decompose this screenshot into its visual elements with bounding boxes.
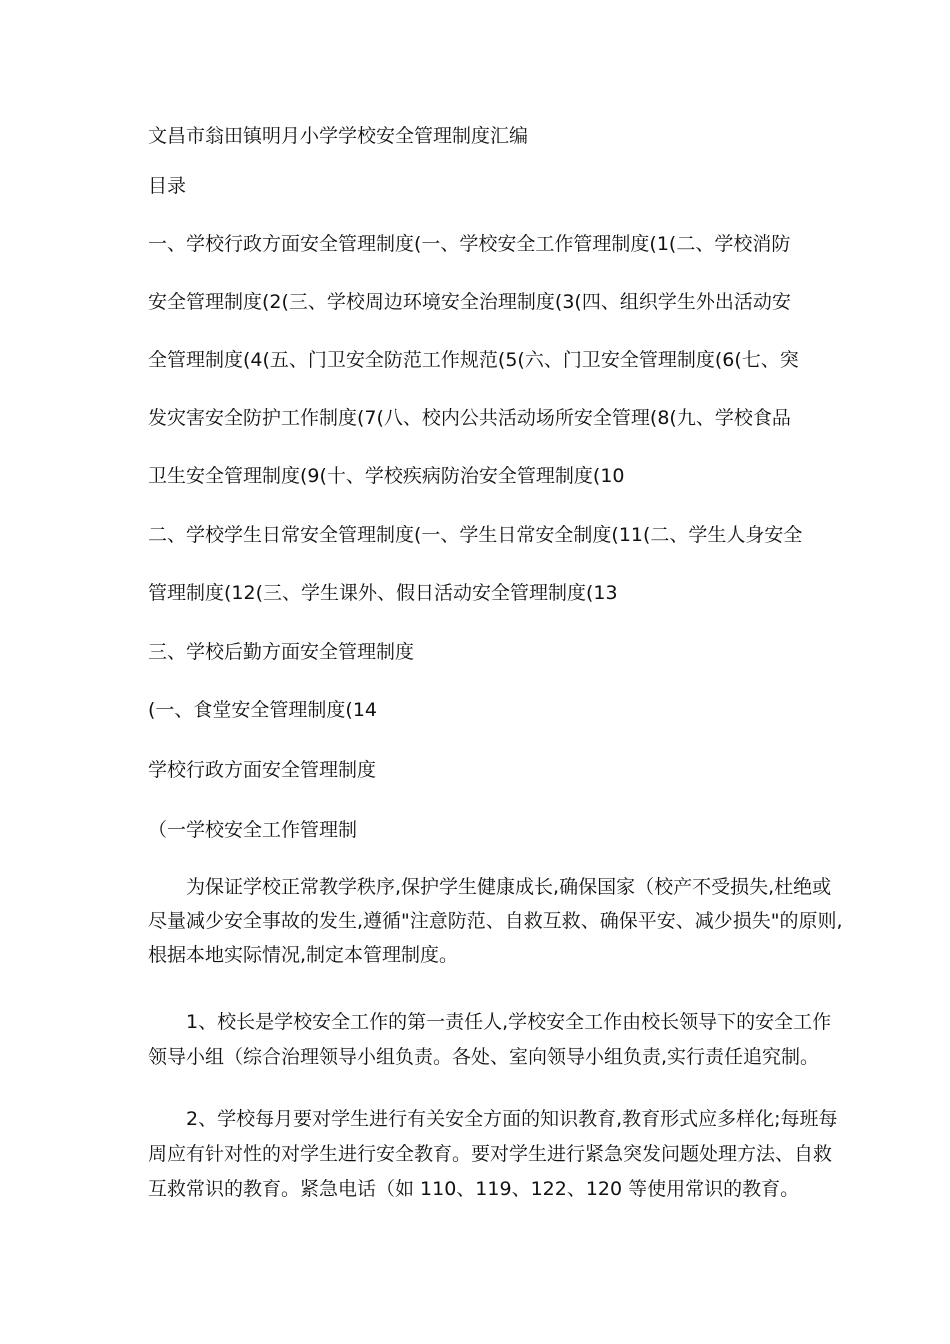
toc-line: 二、学校学生日常安全管理制度(一、学生日常安全制度(11(二、学生人身安全	[148, 524, 803, 546]
paragraph-line: 尽量减少安全事故的发生,遵循"注意防范、自救互救、确保平安、减少损失"的原则,	[148, 910, 843, 932]
toc-line: 全管理制度(4(五、门卫安全防范工作规范(5(六、门卫安全管理制度(6(七、突	[148, 349, 799, 371]
toc-line: 发灾害安全防护工作制度(7(八、校内公共活动场所安全管理(8(九、学校食品	[148, 407, 791, 429]
section-heading: 学校行政方面安全管理制度	[148, 759, 377, 781]
document-title: 文昌市翁田镇明月小学学校安全管理制度汇编	[148, 125, 529, 147]
toc-line: (一、食堂安全管理制度(14	[148, 699, 378, 721]
toc-heading: 目录	[148, 175, 187, 197]
toc-line: 管理制度(12(三、学生课外、假日活动安全管理制度(13	[148, 582, 618, 604]
paragraph-line: 根据本地实际情况,制定本管理制度。	[148, 944, 459, 966]
toc-line: 三、学校后勤方面安全管理制度	[148, 641, 415, 663]
paragraph-line: 2、学校每月要对学生进行有关安全方面的知识教育,教育形式应多样化;每班每	[148, 1108, 838, 1130]
paragraph-line: 周应有针对性的对学生进行安全教育。要对学生进行紧急突发问题处理方法、自救	[148, 1143, 833, 1165]
toc-line: 一、学校行政方面安全管理制度(一、学校安全工作管理制度(1(二、学校消防	[148, 233, 791, 255]
toc-line: 卫生安全管理制度(9(十、学校疾病防治安全管理制度(10	[148, 465, 625, 487]
subsection-heading: （一学校安全工作管理制	[148, 819, 358, 841]
toc-line: 安全管理制度(2(三、学校周边环境安全治理制度(3(四、组织学生外出活动安	[148, 291, 791, 313]
paragraph-line: 1、校长是学校安全工作的第一责任人,学校安全工作由校长领导下的安全工作	[148, 1011, 832, 1033]
paragraph-line: 领导小组（综合治理领导小组负责。各处、室向领导小组负责,实行责任追究制。	[148, 1046, 820, 1068]
paragraph-line: 为保证学校正常教学秩序,保护学生健康成长,确保国家（校产不受损失,杜绝或	[148, 876, 832, 898]
paragraph-line: 互救常识的教育。紧急电话（如 110、119、122、120 等使用常识的教育。	[148, 1178, 800, 1200]
